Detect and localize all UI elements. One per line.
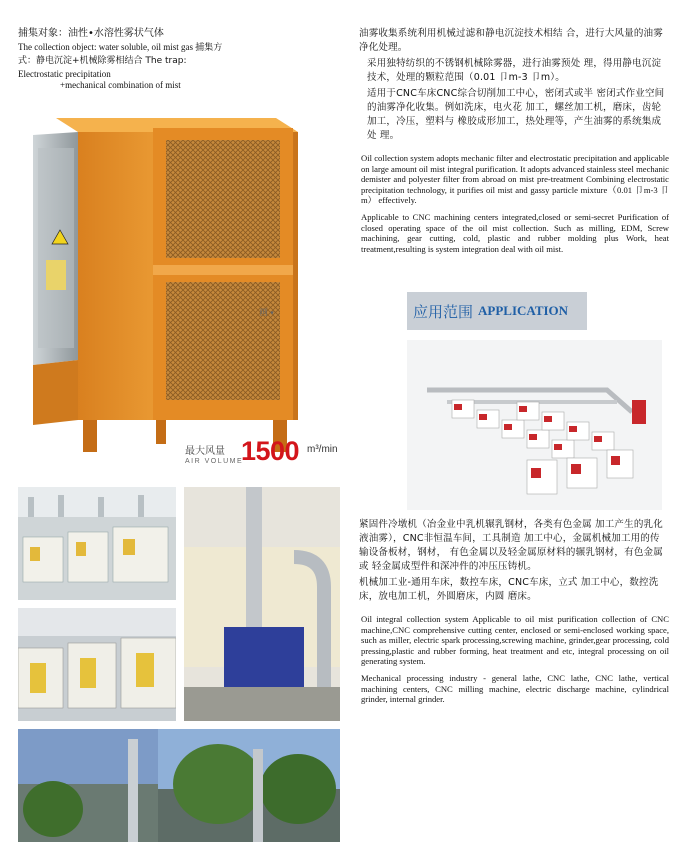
intro-para-en-2: Applicable to CNC machining centers integrated,closed or semi-secret Purification of closed operating space of the oil mist collection. Such as milling, EDM, Screw machining, gear cutting, cold, plastic and rubber molding plus Work, heat treatment,resulting is system integration deal with oil mist. (361, 211, 669, 254)
intro-para-en-1: Oil collection system adopts mechanic filter and electrostatic precipitation and applicable on large amount oil mist integral purification. It adopts advanced stainless steel mechanic demister and polyester filter from abroad on mist pre-treatment Combining electrostatic precipitation technology, it purifies oil mist and gassy particle mixture（0.01 卩m-3 卩m） effectively. (361, 153, 669, 206)
left-header (18, 27, 348, 91)
small-icon-glyph: 画 (259, 308, 269, 318)
application-para-en-1: Oil integral collection system Applicable to oil mist purification collection of CNC machine,CNC comprehensive cutting center, enclosed or semi-enclosed working space, such as miller, electric spark processing,screwing machine, grinder,gear processing, cold pressing,plastic and rubber forming, heat treatment and etc, integral processing on oil generating system. (361, 614, 669, 667)
factory-photo-2 (18, 608, 176, 721)
capture-object-line: 捕集对象：油性•水溶性雾状气体 (18, 28, 164, 39)
factory-photo-1-graphic (18, 487, 176, 600)
trap-method-line: 式：静电沉淀+机械除雾相结合 The trap: (18, 56, 187, 66)
factory-photo-5 (158, 729, 340, 842)
small-picture-icon: 画 ▾ (259, 308, 274, 318)
section-title-en: APPLICATION (478, 303, 569, 318)
factory-photo-4 (184, 487, 340, 721)
trap-en-line-1: Electrostatic precipitation (18, 69, 111, 79)
application-section-header (407, 292, 587, 330)
machine-line-illustration (407, 340, 662, 510)
factory-photo-3-graphic (18, 729, 176, 842)
air-volume-badge (185, 436, 360, 476)
intro-para-cn-1: 油雾收集系统利用机械过滤和静电沉淀技术相结 合，进行大风量的油雾净化处理。 (359, 28, 663, 53)
airflow-unit: m³/min (307, 444, 338, 455)
factory-photo-2-graphic (18, 608, 176, 721)
capture-object-en-line: The collection object: water soluble, oil mist gas 捕集方 (18, 42, 223, 52)
factory-photo-3 (18, 729, 176, 842)
product-image (28, 110, 358, 480)
right-top-text (359, 27, 669, 254)
airflow-label-cn: 最大风量 (185, 446, 225, 457)
factory-photo-5-graphic (158, 729, 340, 842)
application-para-en-2: Mechanical processing industry - general lathe, CNC lathe, CNC lathe, vertical machining centers, CNC milling machine, electric discharge machine, cylindrical grinder, internal grinder. (361, 672, 669, 705)
application-para-cn-1: 紧固件冷墩机（冶金业中乳机辗乳钢材，各类有色金属 加工产生的乳化液油雾），CNC非恒温车间，工具制造 加工中心，金属机械加工用的传输设备板材，钢材， 有色金属以及轻金属原材料的辗乳钢材，有色金属或 轻金属成型件和深冲件的冲压压铸机。 (359, 519, 663, 572)
section-title-cn: 应用范围 (413, 302, 474, 321)
airflow-value: 1500 (241, 436, 300, 466)
intro-para-cn-3: 适用于CNC车床CNC综合切削加工中心，密闭式或半 密闭式作业空间的油雾净化收集。例如洗床，电火花 加工，螺丝加工机，磨床，齿轮加工，冷压，塑料与 橡胶成形加工，热处理等，产生油雾的系统集成处 理。 (367, 88, 665, 141)
right-bottom-text (359, 518, 669, 705)
application-para-cn-2: 机械加工业-通用车床，数控车床，CNC车床，立式 加工中心，数控洗床，放电加工机，外圆磨床，内圆 磨床。 (359, 577, 659, 602)
oil-mist-collector-illustration (28, 110, 358, 480)
application-render-image (407, 340, 662, 510)
intro-para-cn-2: 采用独特纺织的不锈钢机械除雾器，进行油雾预处 理，得用静电沉淀技术，处理的颗粒范围（0.01 卩m-3 卩m）。 (367, 58, 662, 83)
factory-photo-4-graphic (184, 487, 340, 721)
factory-photo-1 (18, 487, 176, 600)
trap-en-line-2: +mechanical combination of mist (60, 80, 181, 90)
airflow-label-en: AIR VOLUME (185, 458, 244, 465)
